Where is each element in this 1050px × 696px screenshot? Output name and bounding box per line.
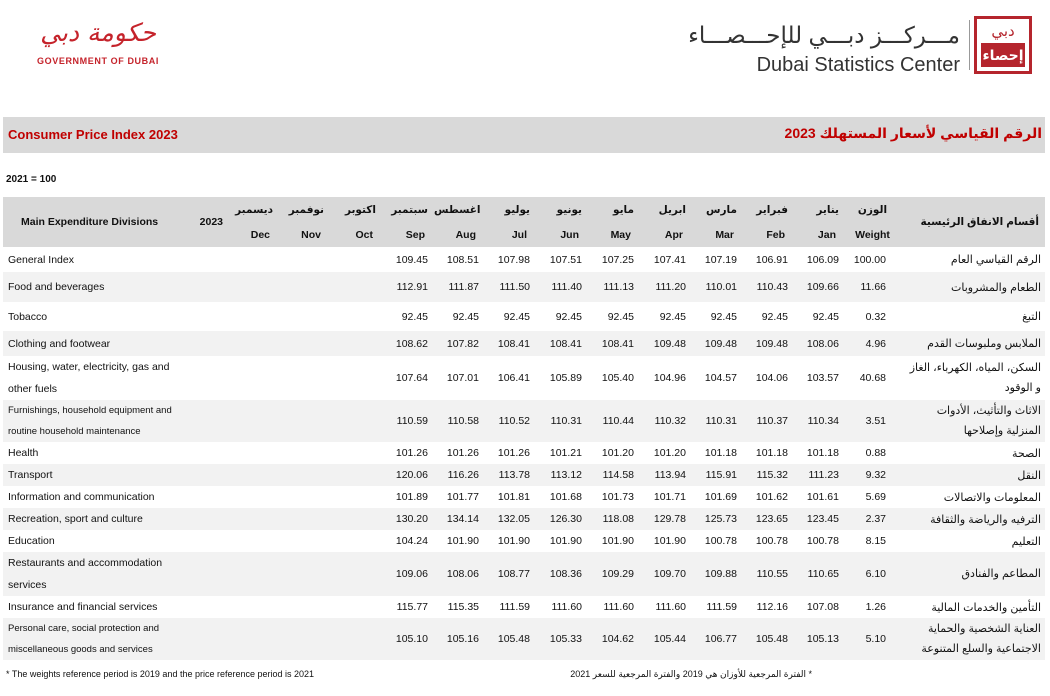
row-value-cell: 107.41 [653,253,686,266]
table-row [3,442,1045,464]
row-weight: 40.68 [859,372,886,384]
row-value-cell [227,596,279,618]
row-value-cell: 112.16 [756,601,788,613]
row-value-cell [227,442,279,464]
row-value-cell [227,247,279,272]
row-value-cell: 107.25 [601,253,634,266]
row-label-en: General Index [8,253,74,266]
row-value-cell: 109.70 [653,568,686,580]
row-value-cell: 104.24 [395,535,428,547]
header-month-en: Oct [355,228,373,241]
title-english: Consumer Price Index 2023 [8,127,178,142]
row-value-cell: 130.20 [395,513,428,525]
row-value-cell: 110.44 [602,415,634,427]
row-value-cell: 125.73 [704,513,737,525]
row-value-cell: 111.50 [499,281,530,293]
row-value-cell [330,530,382,552]
row-value-cell: 108.06 [446,568,479,580]
row-value-cell: 109.88 [704,568,737,580]
row-value-cell: 92.45 [812,310,839,323]
row-value-cell: 118.08 [602,513,634,525]
dsc-mark-bottom: إحصاء [981,43,1025,67]
logo-divider [969,20,970,70]
row-label-ar: الاثاث والتأثيث، الأدوات المنزلية وإصلاحها [936,405,1041,437]
row-value-cell: 92.45 [710,310,737,323]
row-value-cell [279,596,330,618]
row-value-cell [279,508,330,530]
header-month-ar: يونيو [556,203,582,216]
row-value-cell: 101.26 [446,447,479,459]
row-value-cell: 101.69 [704,491,737,503]
row-weight: 2.37 [865,513,886,525]
row-value-cell: 110.43 [756,281,788,293]
row-value-cell: 123.45 [806,513,839,525]
row-value-cell: 106.09 [806,253,839,266]
title-arabic: الرقم القياسي لأسعار المستهلك 2023 [784,125,1042,141]
row-label-ar: السكن، المياه، الكهرباء، الغاز و الوقود [909,362,1041,394]
row-label-en: Information and communication [8,491,155,503]
header-month-en: Mar [715,228,734,241]
row-value-cell: 110.01 [705,281,737,293]
row-value-cell: 92.45 [555,310,582,323]
row-value-cell: 110.65 [807,568,839,580]
row-value-cell: 107.98 [497,253,530,266]
row-weight: 5.10 [865,633,886,645]
row-value-cell: 101.21 [549,447,582,459]
row-value-cell: 104.96 [653,372,686,384]
row-value-cell: 107.64 [395,372,428,384]
row-value-cell: 110.32 [654,415,686,427]
row-value-cell: 111.23 [808,469,839,481]
row-value-cell [330,596,382,618]
row-value-cell: 108.77 [497,568,530,580]
row-value-cell: 105.13 [806,633,839,645]
row-value-cell: 104.62 [601,633,634,645]
row-label-ar: العناية الشخصية والحماية الاجتماعية والسلع المتنوعة [921,623,1041,655]
row-weight: 5.69 [865,491,886,503]
row-value-cell: 101.90 [653,535,686,547]
row-value-cell [330,302,382,331]
row-value-cell: 111.60 [655,601,686,613]
row-value-cell [279,442,330,464]
cpi-table [3,197,1045,660]
row-value-cell: 109.48 [653,337,686,350]
dsc-mark-icon [974,16,1032,74]
header-month-ar: سبتمبر [391,203,428,216]
table-row [3,596,1045,618]
row-value-cell: 113.94 [654,469,686,481]
row-value-cell: 101.26 [395,447,428,459]
table-row [3,356,1045,400]
header-divisions-ar: أقسام الانفاق الرئيسية [920,216,1039,228]
row-value-cell: 111.60 [551,601,582,613]
row-value-cell [330,400,382,442]
header-month-ar: مايو [613,203,634,216]
dsc-logo-english: Dubai Statistics Center [756,54,960,76]
row-label-ar: التأمين والخدمات المالية [931,601,1041,614]
table-row [3,486,1045,508]
row-value-cell: 126.30 [549,513,582,525]
row-value-cell [279,618,330,660]
row-value-cell [227,552,279,596]
row-value-cell [330,356,382,400]
row-value-cell: 111.40 [551,281,582,293]
row-value-cell: 110.31 [550,415,582,427]
footnote-english: * The weights reference period is 2019 and the price reference period is 2021 [6,669,315,679]
row-label-en: Tobacco [8,310,48,323]
header-month-en: Jan [817,228,836,241]
row-value-cell: 106.41 [497,372,530,384]
row-value-cell: 111.20 [655,281,686,293]
header-divisions-en: Main Expenditure Divisions [21,216,159,228]
row-label-en: Education [8,535,55,547]
row-value-cell [279,356,330,400]
row-value-cell: 101.20 [653,447,686,459]
row-label-ar: المعلومات والاتصالات [943,491,1041,504]
row-value-cell: 111.87 [448,281,479,293]
row-label-en: Insurance and financial services [8,601,158,613]
row-year-cell [189,486,227,508]
row-label-ar: النقل [1017,469,1041,482]
row-value-cell: 101.90 [549,535,582,547]
row-value-cell: 101.90 [601,535,634,547]
row-label-ar: التبغ [1022,311,1041,323]
row-weight: 100.00 [853,253,886,266]
row-weight: 6.10 [865,568,886,580]
row-value-cell: 92.45 [659,310,686,323]
row-year-cell [189,618,227,660]
row-value-cell [279,302,330,331]
header-month-en: Aug [455,228,476,241]
row-value-cell: 123.65 [755,513,788,525]
row-label-ar: الصحة [1012,447,1041,460]
row-value-cell [330,552,382,596]
row-value-cell: 105.40 [601,372,634,384]
header-month-ar: اكتوبر [344,203,376,216]
row-value-cell: 92.45 [503,310,530,323]
row-label-en: Personal care, social protection and miscellaneous goods and services [8,623,160,655]
row-value-cell: 112.91 [396,281,428,293]
row-value-cell [227,302,279,331]
header-month-ar: فبراير [756,203,788,216]
row-label-en: Clothing and footwear [8,337,111,350]
row-value-cell: 107.08 [806,601,839,613]
row-label-ar: الترفيه والرياضة والثقافة [930,513,1041,526]
row-value-cell: 110.55 [756,568,788,580]
row-value-cell: 105.16 [446,633,479,645]
row-label-ar: الرقم القياسي العام [950,254,1041,266]
row-label-en: Food and beverages [8,281,105,293]
footnote-arabic: * الفترة المرجعية للأوزان هي 2019 والفترة المرجعية للسعر 2021 [570,669,812,679]
row-value-cell: 111.59 [499,601,530,613]
title-band [3,117,1045,153]
row-value-cell: 101.18 [806,447,839,459]
header-month-en: Sep [405,228,425,241]
row-value-cell [279,272,330,302]
row-value-cell: 107.82 [446,337,479,350]
gov-logo-script: حكومة دبي [40,18,156,47]
table-row [3,247,1045,272]
table-row [3,272,1045,302]
header-weight-en: Weight [855,228,890,241]
row-year-cell [189,331,227,356]
row-value-cell: 109.45 [395,253,428,266]
row-value-cell: 120.06 [395,469,428,481]
row-value-cell: 113.78 [498,469,530,481]
header-month-ar: ديسمبر [235,203,273,216]
table-row [3,464,1045,486]
row-value-cell: 92.45 [761,310,788,323]
row-value-cell: 101.18 [704,447,737,459]
row-year-cell [189,596,227,618]
row-value-cell [227,508,279,530]
header-month-en: Feb [766,228,785,241]
row-value-cell: 110.58 [447,415,479,427]
row-value-cell [227,331,279,356]
row-value-cell: 105.48 [755,633,788,645]
row-value-cell: 108.41 [497,337,530,350]
row-value-cell: 101.71 [653,491,686,503]
table-row [3,618,1045,660]
row-value-cell: 101.26 [497,447,530,459]
row-value-cell: 92.45 [452,310,479,323]
row-value-cell: 109.29 [601,568,634,580]
row-value-cell [227,400,279,442]
row-value-cell: 134.14 [446,513,479,525]
row-value-cell: 108.36 [549,568,582,580]
header-month-en: Jun [560,228,579,241]
row-value-cell: 101.77 [446,491,479,503]
row-year-cell [189,464,227,486]
header-weight-ar: الوزن [857,203,888,216]
header-row-arabic [3,197,1045,222]
row-value-cell: 107.51 [549,253,582,266]
row-label-en: Health [8,447,39,459]
row-value-cell: 110.52 [498,415,530,427]
cpi-table-body [3,247,1045,660]
base-year-note: 2021 = 100 [6,174,57,185]
header-month-ar: اغسطس [434,203,481,216]
row-value-cell: 129.78 [653,513,686,525]
row-value-cell [279,247,330,272]
row-value-cell [227,530,279,552]
row-value-cell [330,618,382,660]
row-value-cell: 115.91 [705,469,737,481]
row-value-cell [330,486,382,508]
row-value-cell: 103.57 [806,372,839,384]
row-value-cell: 115.77 [396,601,428,613]
row-label-en: Transport [8,469,53,481]
row-value-cell: 101.68 [549,491,582,503]
header-month-ar: يناير [816,203,839,216]
row-label-ar: المطاعم والفنادق [961,568,1041,580]
header-month-en: Apr [664,228,683,241]
row-value-cell: 101.62 [755,491,788,503]
row-value-cell [330,442,382,464]
row-value-cell: 101.20 [601,447,634,459]
row-value-cell: 101.18 [755,447,788,459]
header-month-en: May [610,228,631,241]
row-label-en: Housing, water, electricity, gas and other fuels [8,361,170,395]
row-value-cell: 92.45 [607,310,634,323]
header-month-ar: نوفمبر [288,203,324,216]
row-value-cell [279,331,330,356]
row-weight: 0.32 [865,310,886,323]
dsc-logo-arabic: مـــركـــز دبـــي للإحـــصـــاء [688,22,960,48]
row-value-cell: 115.35 [447,601,479,613]
row-value-cell [227,618,279,660]
table-row [3,552,1045,596]
dsc-mark-top: دبي [991,23,1015,40]
table-row [3,530,1045,552]
row-value-cell: 105.33 [549,633,582,645]
row-weight: 1.26 [865,601,886,613]
row-value-cell: 100.78 [806,535,839,547]
row-value-cell [279,530,330,552]
row-year-cell [189,247,227,272]
row-value-cell: 113.12 [550,469,582,481]
row-label-ar: الملابس وملبوسات القدم [927,338,1041,350]
table-row [3,508,1045,530]
row-value-cell: 105.48 [497,633,530,645]
row-value-cell: 108.41 [549,337,582,350]
row-label-ar: التعليم [1011,535,1041,548]
row-value-cell: 115.32 [756,469,788,481]
table-row [3,331,1045,356]
row-value-cell: 111.59 [706,601,737,613]
row-weight: 8.15 [865,535,886,547]
header-month-en: Dec [250,228,270,241]
row-weight: 9.32 [865,469,886,481]
row-weight: 0.88 [865,447,886,459]
row-value-cell: 111.13 [603,281,634,293]
row-value-cell [330,508,382,530]
row-value-cell [330,272,382,302]
row-value-cell: 116.26 [447,469,479,481]
row-value-cell: 100.78 [704,535,737,547]
header-month-ar: مارس [706,203,737,216]
header-month-en: Nov [301,228,321,241]
row-value-cell: 111.60 [603,601,634,613]
row-label-en: Furnishings, household equipment and routine household maintenance [8,405,172,437]
row-value-cell: 101.73 [601,491,634,503]
row-value-cell: 92.45 [401,310,428,323]
row-value-cell: 107.01 [446,372,479,384]
row-value-cell: 132.05 [497,513,530,525]
row-value-cell: 105.89 [549,372,582,384]
row-value-cell: 110.59 [396,415,428,427]
row-value-cell: 109.06 [395,568,428,580]
row-value-cell: 101.81 [497,491,530,503]
row-value-cell: 110.37 [756,415,788,427]
row-value-cell [330,331,382,356]
row-value-cell [279,486,330,508]
row-value-cell: 105.44 [653,633,686,645]
row-value-cell [227,272,279,302]
row-value-cell: 105.10 [395,633,428,645]
row-label-en: Recreation, sport and culture [8,513,143,525]
row-year-cell [189,400,227,442]
header-month-en: Jul [511,228,527,241]
row-value-cell: 108.41 [601,337,634,350]
row-year-cell [189,530,227,552]
gov-logo-text: GOVERNMENT OF DUBAI [37,56,159,66]
row-value-cell [279,552,330,596]
government-of-dubai-logo [28,16,168,78]
row-value-cell: 101.89 [395,491,428,503]
row-value-cell: 107.19 [704,253,737,266]
row-value-cell: 109.48 [755,337,788,350]
row-value-cell [330,464,382,486]
row-value-cell: 106.91 [755,253,788,266]
header-year: 2023 [199,216,223,228]
row-value-cell: 100.78 [755,535,788,547]
row-value-cell [330,247,382,272]
row-value-cell [279,400,330,442]
row-value-cell: 106.77 [704,633,737,645]
row-value-cell [227,486,279,508]
row-label-ar: الطعام والمشروبات [951,281,1041,294]
row-value-cell: 114.58 [602,469,634,481]
table-row [3,400,1045,442]
header-month-ar: ابريل [658,203,686,216]
row-value-cell: 109.66 [806,281,839,293]
row-value-cell: 104.06 [755,372,788,384]
row-weight: 4.96 [865,337,886,350]
row-value-cell: 110.31 [705,415,737,427]
row-value-cell: 108.51 [446,253,479,266]
row-year-cell [189,442,227,464]
header-month-ar: يوليو [504,203,530,216]
table-row [3,302,1045,331]
row-value-cell: 101.61 [806,491,839,503]
row-weight: 3.51 [865,415,886,427]
row-value-cell: 109.48 [704,337,737,350]
row-year-cell [189,356,227,400]
row-value-cell [279,464,330,486]
row-value-cell: 101.90 [446,535,479,547]
row-value-cell [227,464,279,486]
row-year-cell [189,302,227,331]
row-value-cell: 104.57 [704,372,737,384]
row-value-cell: 108.06 [806,337,839,350]
dubai-statistics-center-logo [688,14,1042,76]
row-value-cell: 110.34 [807,415,839,427]
row-weight: 11.66 [860,281,886,293]
row-value-cell: 108.62 [395,337,428,350]
row-value-cell [227,356,279,400]
row-year-cell [189,272,227,302]
row-year-cell [189,552,227,596]
row-year-cell [189,508,227,530]
row-label-en: Restaurants and accommodation services [8,557,163,591]
row-value-cell: 101.90 [497,535,530,547]
